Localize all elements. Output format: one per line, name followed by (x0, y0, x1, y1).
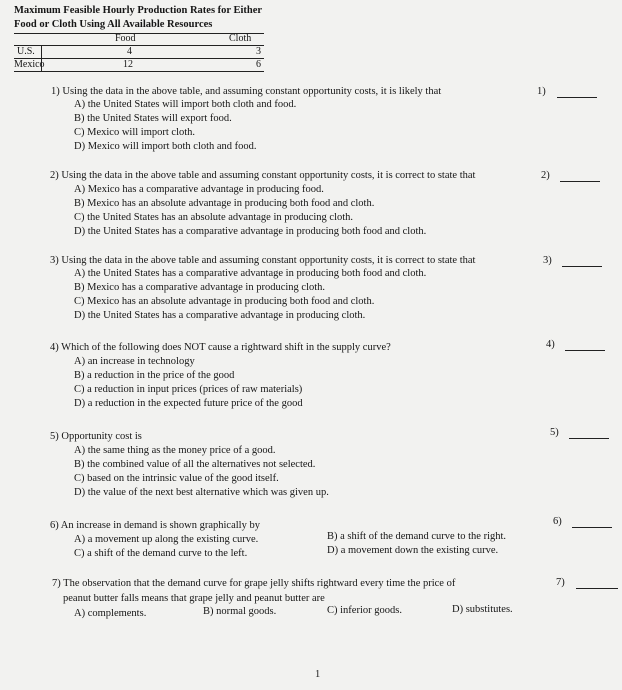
answer-blank[interactable] (557, 97, 597, 98)
option-a: A) Mexico has a comparative advantage in producing food. (74, 184, 324, 195)
table-header-rule (14, 45, 264, 46)
option-b: B) a reduction in the price of the good (74, 370, 235, 381)
title-line-1: Maximum Feasible Hourly Production Rates for Either (14, 5, 263, 16)
question-stem: 4) Which of the following does NOT cause a rightward shift in the supply curve? (50, 342, 391, 353)
option-b: B) the combined value of all the alternatives not selected. (74, 459, 316, 470)
question-stem: 5) Opportunity cost is (50, 431, 142, 442)
answer-blank[interactable] (562, 266, 602, 267)
question-stem-line-1: 7) The observation that the demand curve for grape jelly shifts rightward every time the price of (52, 578, 456, 589)
option-a: A) the United States has a comparative advantage in producing both food and cloth. (74, 268, 427, 279)
table-cell-food: 4 (127, 46, 132, 57)
option-d: D) the value of the next best alternative which was given up. (74, 487, 329, 498)
table-cell-country: U.S. (17, 46, 35, 57)
answer-label: 1) (537, 86, 546, 97)
option-a: A) complements. (74, 608, 147, 619)
table-top-rule (14, 33, 264, 34)
table-bottom-rule (14, 71, 264, 72)
table-row-rule (14, 58, 264, 59)
option-c: C) the United States has an absolute advantage in producing cloth. (74, 212, 354, 223)
title-line-2: Food or Cloth Using All Available Resources (14, 19, 213, 30)
page-number: 1 (315, 669, 321, 680)
answer-blank[interactable] (572, 527, 612, 528)
table-header-food: Food (115, 33, 136, 44)
answer-label: 5) (550, 427, 559, 438)
option-d: D) the United States has a comparative advantage in producing cloth. (74, 310, 366, 321)
answer-blank[interactable] (565, 350, 605, 351)
answer-label: 2) (541, 170, 550, 181)
option-c: C) Mexico has an absolute advantage in producing both food and cloth. (74, 296, 375, 307)
answer-label: 4) (546, 339, 555, 350)
question-stem: 2) Using the data in the above table and assuming constant opportunity costs, it is correct to state that (50, 170, 476, 181)
table-cell-cloth: 3 (256, 46, 261, 57)
option-c: C) a reduction in input prices (prices of raw materials) (74, 384, 303, 395)
table-cell-country: Mexico (14, 59, 45, 70)
option-d: D) a movement down the existing curve. (327, 545, 499, 556)
table-cell-food: 12 (123, 59, 133, 70)
answer-blank[interactable] (560, 181, 600, 182)
question-stem-line-2: peanut butter falls means that grape jelly and peanut butter are (63, 593, 325, 604)
answer-blank[interactable] (569, 438, 609, 439)
table-header-cloth: Cloth (229, 33, 252, 44)
question-stem: 3) Using the data in the above table and assuming constant opportunity costs, it is correct to state that (50, 255, 476, 266)
option-d: D) the United States has a comparative advantage in producing both food and cloth. (74, 226, 427, 237)
option-d: D) Mexico will import both cloth and food. (74, 141, 257, 152)
option-a: A) the United States will import both cloth and food. (74, 99, 297, 110)
answer-label: 3) (543, 255, 552, 266)
option-b: B) the United States will export food. (74, 113, 232, 124)
option-c: C) a shift of the demand curve to the left. (74, 548, 248, 559)
option-a: A) the same thing as the money price of a good. (74, 445, 276, 456)
option-b: B) normal goods. (203, 606, 277, 617)
option-b: B) Mexico has an absolute advantage in producing both food and cloth. (74, 198, 375, 209)
option-b: B) a shift of the demand curve to the right. (327, 531, 507, 542)
question-stem: 1) Using the data in the above table, and assuming constant opportunity costs, it is likely that (51, 86, 442, 97)
option-c: C) based on the intrinsic value of the good itself. (74, 473, 279, 484)
answer-label: 6) (553, 516, 562, 527)
question-stem: 6) An increase in demand is shown graphically by (50, 520, 260, 531)
table-cell-cloth: 6 (256, 59, 261, 70)
option-d: D) substitutes. (452, 604, 513, 615)
answer-blank[interactable] (576, 588, 618, 589)
option-b: B) Mexico has a comparative advantage in producing cloth. (74, 282, 326, 293)
option-c: C) inferior goods. (327, 605, 402, 616)
option-c: C) Mexico will import cloth. (74, 127, 196, 138)
option-d: D) a reduction in the expected future price of the good (74, 398, 303, 409)
answer-label: 7) (556, 577, 565, 588)
option-a: A) a movement up along the existing curve. (74, 534, 259, 545)
option-a: A) an increase in technology (74, 356, 195, 367)
